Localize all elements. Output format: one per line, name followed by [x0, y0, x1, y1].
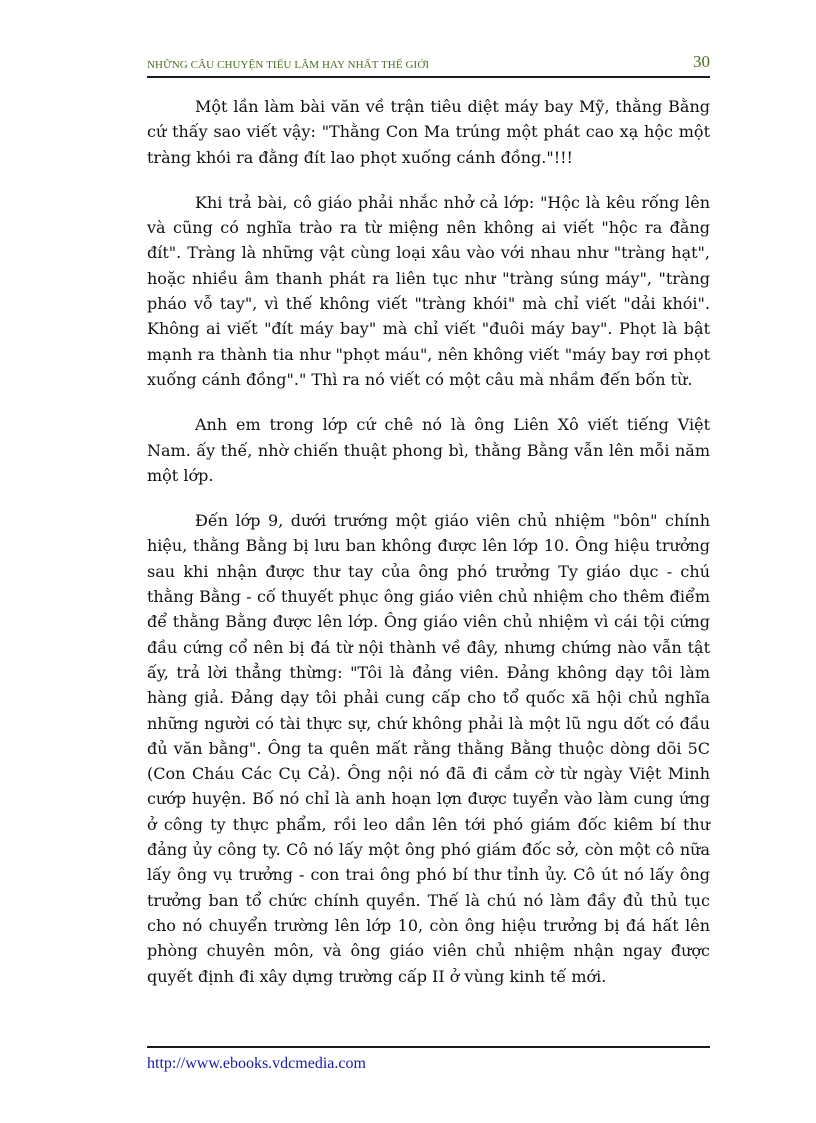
footer-url-link[interactable]: http://www.ebooks.vdcmedia.com [147, 1055, 366, 1072]
paragraph-3: Anh em trong lớp cứ chê nó là ông Liên Xô viết tiếng Việt Nam. ấy thế, nhờ chiến thuật phong bì, thằng Bằng vẫn lên mỗi năm một lớp. [147, 415, 710, 485]
page-body [147, 94, 710, 1009]
page-footer [147, 1046, 710, 1073]
paragraph-2: Khi trả bài, cô giáo phải nhắc nhở cả lớp: "Hộc là kêu rống lên và cũng có nghĩa trào ra từ miệng nên không ai viết "hộc ra đằng đít". Tràng là những vật cùng loại xâu vào với nhau như "tràng hạt", hoặc nhiều âm thanh phát ra liên tục như "tràng súng máy", "tràng pháo vỗ tay", vì thế không viết "tràng khói" mà chỉ viết "dải khói". Không ai viết "đít máy bay" mà chỉ viết "đuôi máy bay". Phọt là bật mạnh ra thành tia như "phọt máu", nên không viết "máy bay rơi phọt xuống cánh đồng"." Thì ra nó viết có một câu mà nhầm đến bốn từ. [147, 192, 710, 389]
page-header [147, 52, 710, 78]
paragraph-1: Một lần làm bài văn về trận tiêu diệt máy bay Mỹ, thằng Bằng cứ thấy sao viết vậy: "Thằng Con Ma trúng một phát cao xạ hộc một tràng khói ra đằng đít lao phọt xuống cánh đồng."!!! [147, 97, 710, 167]
paragraph-4: Đến lớp 9, dưới trướng một giáo viên chủ nhiệm "bôn" chính hiệu, thằng Bằng bị lưu ban không được lên lớp 10. Ông hiệu trưởng sau khi nhận được thư tay của ông phó trưởng Ty giáo dục - chú thằng Bằng - cố thuyết phục ông giáo viên chủ nhiệm cho thêm điểm để thằng Bằng được lên lớp. Ông giáo viên chủ nhiệm vì cái tội cứng đầu cứng cổ nên bị đá từ nội thành về đây, nhưng chứng nào vẫn tật ấy, trả lời thẳng thừng: "Tôi là đảng viên. Đảng không dạy tôi làm hàng giả. Đảng dạy tôi phải cung cấp cho tổ quốc xã hội chủ nghĩa những người có tài thực sự, chứ không phải là một lũ ngu dốt có đầu đủ văn bằng". Ông ta quên mất rằng thằng Bằng thuộc dòng dõi 5C (Con Cháu Các Cụ Cả). Ông nội nó đã đi cắm cờ từ ngày Việt Minh cướp huyện. Bố nó chỉ là anh hoạn lợn được tuyển vào làm cung ứng ở công ty thực phẩm, rồi leo dần lên tới phó giám đốc kiêm bí thư đảng ủy công ty. Cô nó lấy một ông phó giám đốc sở, còn một cô nữa lấy ông vụ trưởng - con trai ông phó bí thư tỉnh ủy. Cô út nó lấy ông trưởng ban tổ chức chính quyền. Thế là chú nó làm đầy đủ thủ tục cho nó chuyển trường lên lớp 10, còn ông hiệu trưởng bị đá hất lên phòng chuyên môn, và ông giáo viên chủ nhiệm nhận ngay được quyết định đi xây dựng trường cấp II ở vùng kinh tế mới. [147, 511, 710, 986]
book-title: NHỮNG CÂU CHUYỆN TIẾU LÂM HAY NHẤT THẾ GIỚI [147, 59, 430, 71]
page-number: 30 [693, 52, 710, 71]
